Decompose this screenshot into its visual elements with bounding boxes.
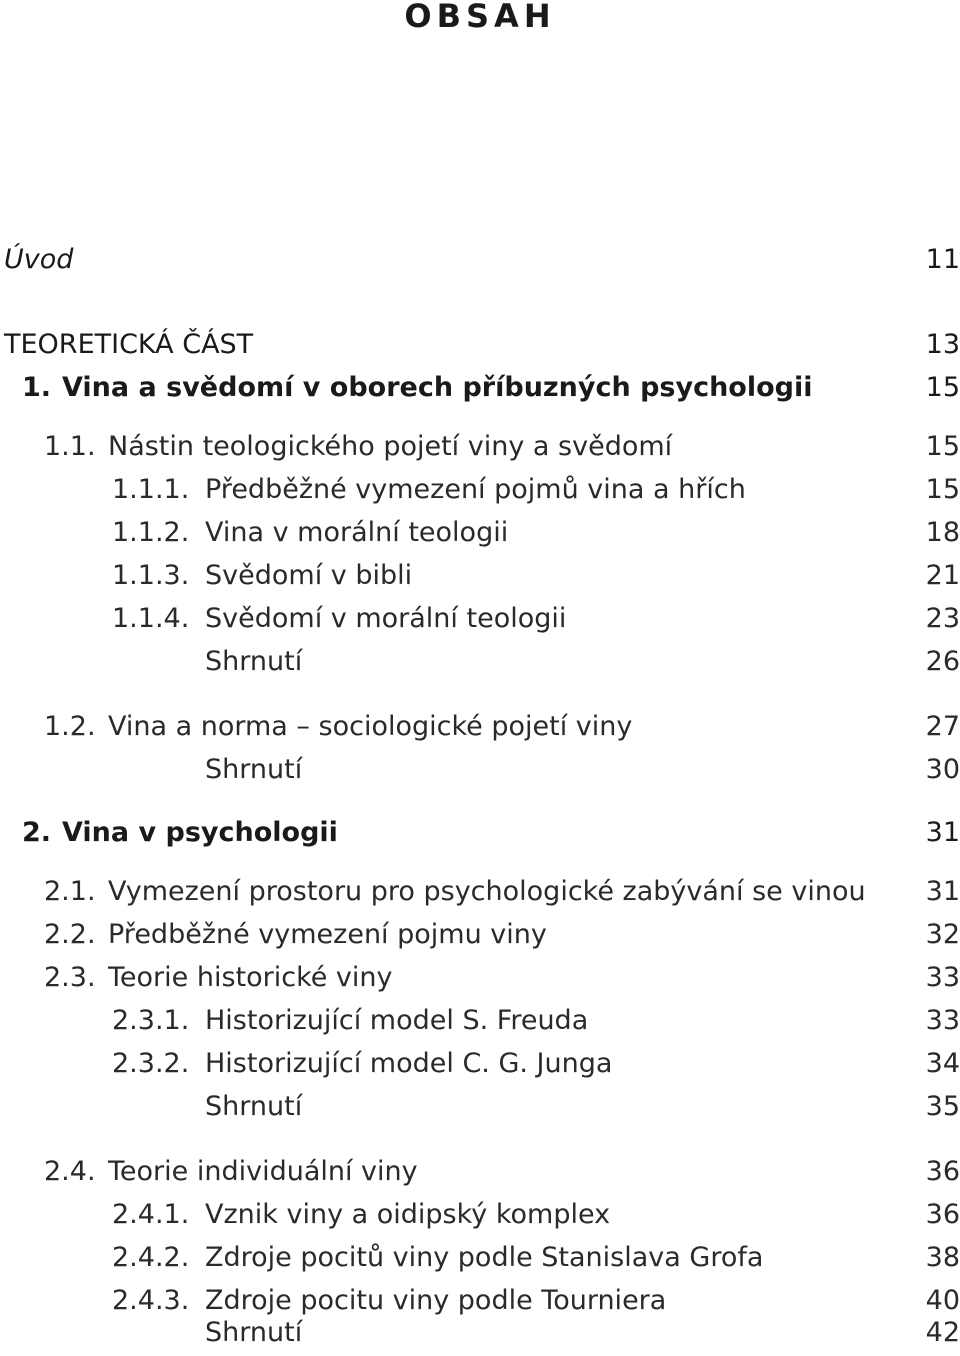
toc-entry-part-heading[interactable] bbox=[0, 325, 960, 365]
toc-entry-number: 2.4. bbox=[44, 1156, 96, 1187]
toc-entry-page: 11 bbox=[925, 244, 960, 275]
toc-entry-number: 1.1. bbox=[44, 431, 96, 462]
toc-entry-text: Teorie historické viny bbox=[108, 962, 393, 993]
toc-entry-number: 1.1.2. bbox=[112, 517, 190, 548]
toc-entry-page: 21 bbox=[925, 560, 960, 591]
toc-entry-section[interactable] bbox=[0, 1152, 960, 1192]
toc-entry-text: Zdroje pocitů viny podle Stanislava Grofa bbox=[205, 1242, 764, 1273]
toc-entry-section[interactable] bbox=[0, 872, 960, 912]
toc-entry-text: Vina a svědomí v oborech příbuzných psychologii bbox=[62, 372, 813, 403]
toc-entry-page: 42 bbox=[925, 1317, 960, 1348]
toc-entry-text: Nástin teologického pojetí viny a svědomí bbox=[108, 431, 673, 462]
toc-entry-text: TEORETICKÁ ČÁST bbox=[4, 329, 254, 360]
toc-entry-number: 1.1.4. bbox=[112, 603, 190, 634]
toc-entry-page: 31 bbox=[925, 876, 960, 907]
toc-entry-text: Vymezení prostoru pro psychologické zabývání se vinou bbox=[108, 876, 866, 907]
toc-entry-text: Vznik viny a oidipský komplex bbox=[205, 1199, 611, 1230]
toc-entry-text: Zdroje pocitu viny podle Tourniera bbox=[205, 1285, 667, 1316]
toc-entry-subsection[interactable] bbox=[0, 470, 960, 510]
toc-entry-chapter[interactable] bbox=[0, 368, 960, 408]
toc-entry-text: Shrnutí bbox=[205, 1317, 303, 1348]
toc-entry-uvod[interactable] bbox=[0, 240, 960, 280]
toc-entry-number: 2.1. bbox=[44, 876, 96, 907]
toc-entry-summary[interactable] bbox=[0, 750, 960, 790]
toc-entry-text: Shrnutí bbox=[205, 754, 303, 785]
toc-entry-number: 2.3.1. bbox=[112, 1005, 190, 1036]
toc-entry-page: 15 bbox=[925, 474, 960, 505]
toc-entry-page: 40 bbox=[925, 1285, 960, 1316]
toc-entry-page: 32 bbox=[925, 919, 960, 950]
toc-entry-page: 35 bbox=[925, 1091, 960, 1122]
toc-entry-text: Historizující model S. Freuda bbox=[205, 1005, 589, 1036]
toc-entry-number: 2.3.2. bbox=[112, 1048, 190, 1079]
toc-entry-page: 36 bbox=[925, 1156, 960, 1187]
toc-entry-subsection[interactable] bbox=[0, 1044, 960, 1084]
toc-entry-text: Vina a norma – sociologické pojetí viny bbox=[108, 711, 633, 742]
toc-entry-text: Historizující model C. G. Junga bbox=[205, 1048, 613, 1079]
toc-entry-number: 2.4.2. bbox=[112, 1242, 190, 1273]
toc-entry-text: Vina v psychologii bbox=[62, 817, 338, 848]
toc-entry-number: 1.1.3. bbox=[112, 560, 190, 591]
toc-entry-page: 18 bbox=[925, 517, 960, 548]
toc-entry-page: 26 bbox=[925, 646, 960, 677]
page-title: OBSAH bbox=[404, 0, 556, 35]
toc-entry-page: 15 bbox=[925, 372, 960, 403]
toc-entry-page: 30 bbox=[925, 754, 960, 785]
toc-entry-number: 2.4.1. bbox=[112, 1199, 190, 1230]
toc-entry-page: 38 bbox=[925, 1242, 960, 1273]
toc-entry-page: 36 bbox=[925, 1199, 960, 1230]
toc-entry-subsection[interactable] bbox=[0, 556, 960, 596]
toc-entry-subsection[interactable] bbox=[0, 1195, 960, 1235]
toc-entry-text: Předběžné vymezení pojmů vina a hřích bbox=[205, 474, 746, 505]
toc-entry-number: 2. bbox=[22, 817, 52, 848]
toc-entry-text: Úvod bbox=[4, 244, 74, 275]
toc-entry-chapter[interactable] bbox=[0, 813, 960, 853]
toc-entry-text: Svědomí v bibli bbox=[205, 560, 413, 591]
toc-entry-section[interactable] bbox=[0, 427, 960, 467]
toc-entry-page: 27 bbox=[925, 711, 960, 742]
toc-entry-subsection[interactable] bbox=[0, 1238, 960, 1278]
toc-entry-text: Shrnutí bbox=[205, 1091, 303, 1122]
toc-entry-page: 33 bbox=[925, 1005, 960, 1036]
toc-entry-summary[interactable] bbox=[0, 1313, 960, 1353]
toc-entry-subsection[interactable] bbox=[0, 599, 960, 639]
toc-entry-section[interactable] bbox=[0, 915, 960, 955]
toc-entry-number: 1.2. bbox=[44, 711, 96, 742]
toc-entry-text: Teorie individuální viny bbox=[108, 1156, 418, 1187]
toc-entry-summary[interactable] bbox=[0, 1087, 960, 1127]
toc-entry-number: 2.4.3. bbox=[112, 1285, 190, 1316]
toc-entry-page: 31 bbox=[925, 817, 960, 848]
toc-entry-subsection[interactable] bbox=[0, 513, 960, 553]
toc-entry-text: Vina v morální teologii bbox=[205, 517, 509, 548]
toc-entry-text: Svědomí v morální teologii bbox=[205, 603, 567, 634]
toc-entry-number: 1. bbox=[22, 372, 52, 403]
toc-entry-text: Předběžné vymezení pojmu viny bbox=[108, 919, 547, 950]
toc-entry-number: 2.2. bbox=[44, 919, 96, 950]
toc-entry-number: 1.1.1. bbox=[112, 474, 190, 505]
toc-entry-page: 15 bbox=[925, 431, 960, 462]
toc-entry-subsection[interactable] bbox=[0, 1001, 960, 1041]
toc-entry-number: 2.3. bbox=[44, 962, 96, 993]
toc-entry-page: 33 bbox=[925, 962, 960, 993]
toc-entry-page: 34 bbox=[925, 1048, 960, 1079]
toc-entry-summary[interactable] bbox=[0, 642, 960, 682]
toc-entry-section[interactable] bbox=[0, 707, 960, 747]
toc-entry-page: 13 bbox=[925, 329, 960, 360]
toc-entry-page: 23 bbox=[925, 603, 960, 634]
toc-entry-text: Shrnutí bbox=[205, 646, 303, 677]
toc-entry-section[interactable] bbox=[0, 958, 960, 998]
